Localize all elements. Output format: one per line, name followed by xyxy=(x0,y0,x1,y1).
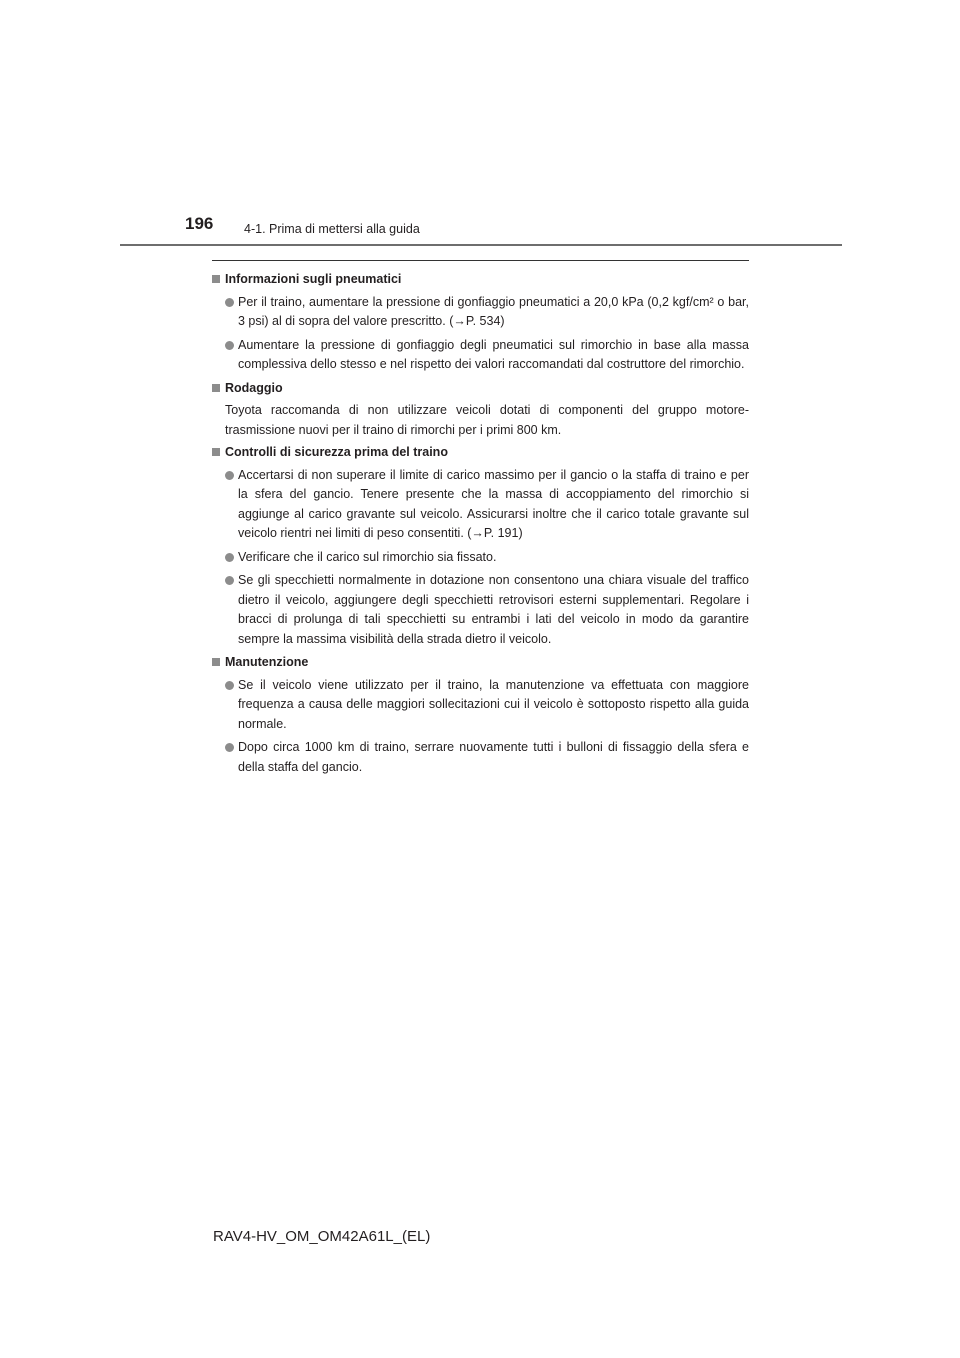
heading-text: Informazioni sugli pneumatici xyxy=(225,272,402,286)
section-heading xyxy=(212,653,749,673)
circle-bullet-icon xyxy=(225,576,234,585)
circle-bullet-icon xyxy=(225,743,234,752)
list-item-text: Accertarsi di non superare il limite di carico massimo per il gancio o la staffa di traino e per la sfera del gancio. Tenere presente che la massa di accoppiamento del rimorchio si aggiunge al carico gravante sul veicolo. Assicurarsi inoltre che il carico totale gravante sul veicolo rientri nei limiti di peso consentiti. (→P. 191) xyxy=(238,467,749,540)
section-heading xyxy=(212,443,749,463)
list-item-text: Per il traino, aumentare la pressione di gonfiaggio pneumatici a 20,0 kPa (0,2 kgf/cm² o bar, 3 psi) al di sopra del valore prescritto. (→P. 534) xyxy=(238,294,749,328)
section-safety-checks xyxy=(212,443,749,649)
paragraph: Toyota raccomanda di non utilizzare veicoli dotati di componenti del gruppo motore-trasmissione nuovi per il traino di rimorchi per i primi 800 km. xyxy=(225,403,749,437)
list-item-text: Se gli specchietti normalmente in dotazione non consentono una chiara visuale del traffico dietro il veicolo, aggiungere degli specchietti retrovisori esterni supplementari. Regolare i bracci di prolunga di tali specchietti su entrambi i lati del veicolo in modo da garantire sempre la massima visibilità della strada dietro il veicolo. xyxy=(238,573,749,646)
square-bullet-icon xyxy=(212,275,220,283)
list-item-text: Verificare che il carico sul rimorchio sia fissato. xyxy=(238,549,497,564)
heading-text: Rodaggio xyxy=(225,380,283,395)
list-item xyxy=(212,571,749,649)
list-item-text: Aumentare la pressione di gonfiaggio degli pneumatici sul rimorchio in base alla massa complessiva dello stesso e nel rispetto dei valori raccomandati dal costruttore del rimorchio. xyxy=(238,337,749,371)
footer-code: RAV4-HV_OM_OM42A61L_(EL) xyxy=(213,1228,431,1245)
list-item-text: Dopo circa 1000 km di traino, serrare nuovamente tutti i bulloni di fissaggio della sfera e della staffa del gancio. xyxy=(238,740,749,774)
heading-text: Controlli di sicurezza prima del traino xyxy=(225,445,448,459)
list-item xyxy=(212,336,749,375)
list-item xyxy=(212,548,749,568)
section-maintenance xyxy=(212,653,749,777)
list-item xyxy=(212,466,749,544)
square-bullet-icon xyxy=(212,448,220,456)
list-item-text: Se il veicolo viene utilizzato per il traino, la manutenzione va effettuata con maggiore frequenza a causa delle maggiori sollecitazioni cui il veicolo è sottoposto rispetto alla guida normale. xyxy=(238,677,749,731)
list-item xyxy=(212,293,749,332)
circle-bullet-icon xyxy=(225,298,234,307)
circle-bullet-icon xyxy=(225,553,234,562)
section-breakin xyxy=(212,379,749,441)
content-rule xyxy=(212,260,749,261)
list-item xyxy=(212,738,749,777)
header-rule xyxy=(120,244,842,246)
circle-bullet-icon xyxy=(225,471,234,480)
circle-bullet-icon xyxy=(225,681,234,690)
list-item xyxy=(212,676,749,735)
square-bullet-icon xyxy=(212,658,220,666)
square-bullet-icon xyxy=(212,384,220,392)
content xyxy=(212,267,749,781)
section-tyres xyxy=(212,270,749,375)
section-heading xyxy=(212,270,749,290)
section-title: 4-1. Prima di mettersi alla guida xyxy=(244,222,420,236)
circle-bullet-icon xyxy=(225,341,234,350)
page-number: 196 xyxy=(185,214,214,233)
heading-text: Manutenzione xyxy=(225,655,309,669)
section-heading xyxy=(212,379,749,399)
